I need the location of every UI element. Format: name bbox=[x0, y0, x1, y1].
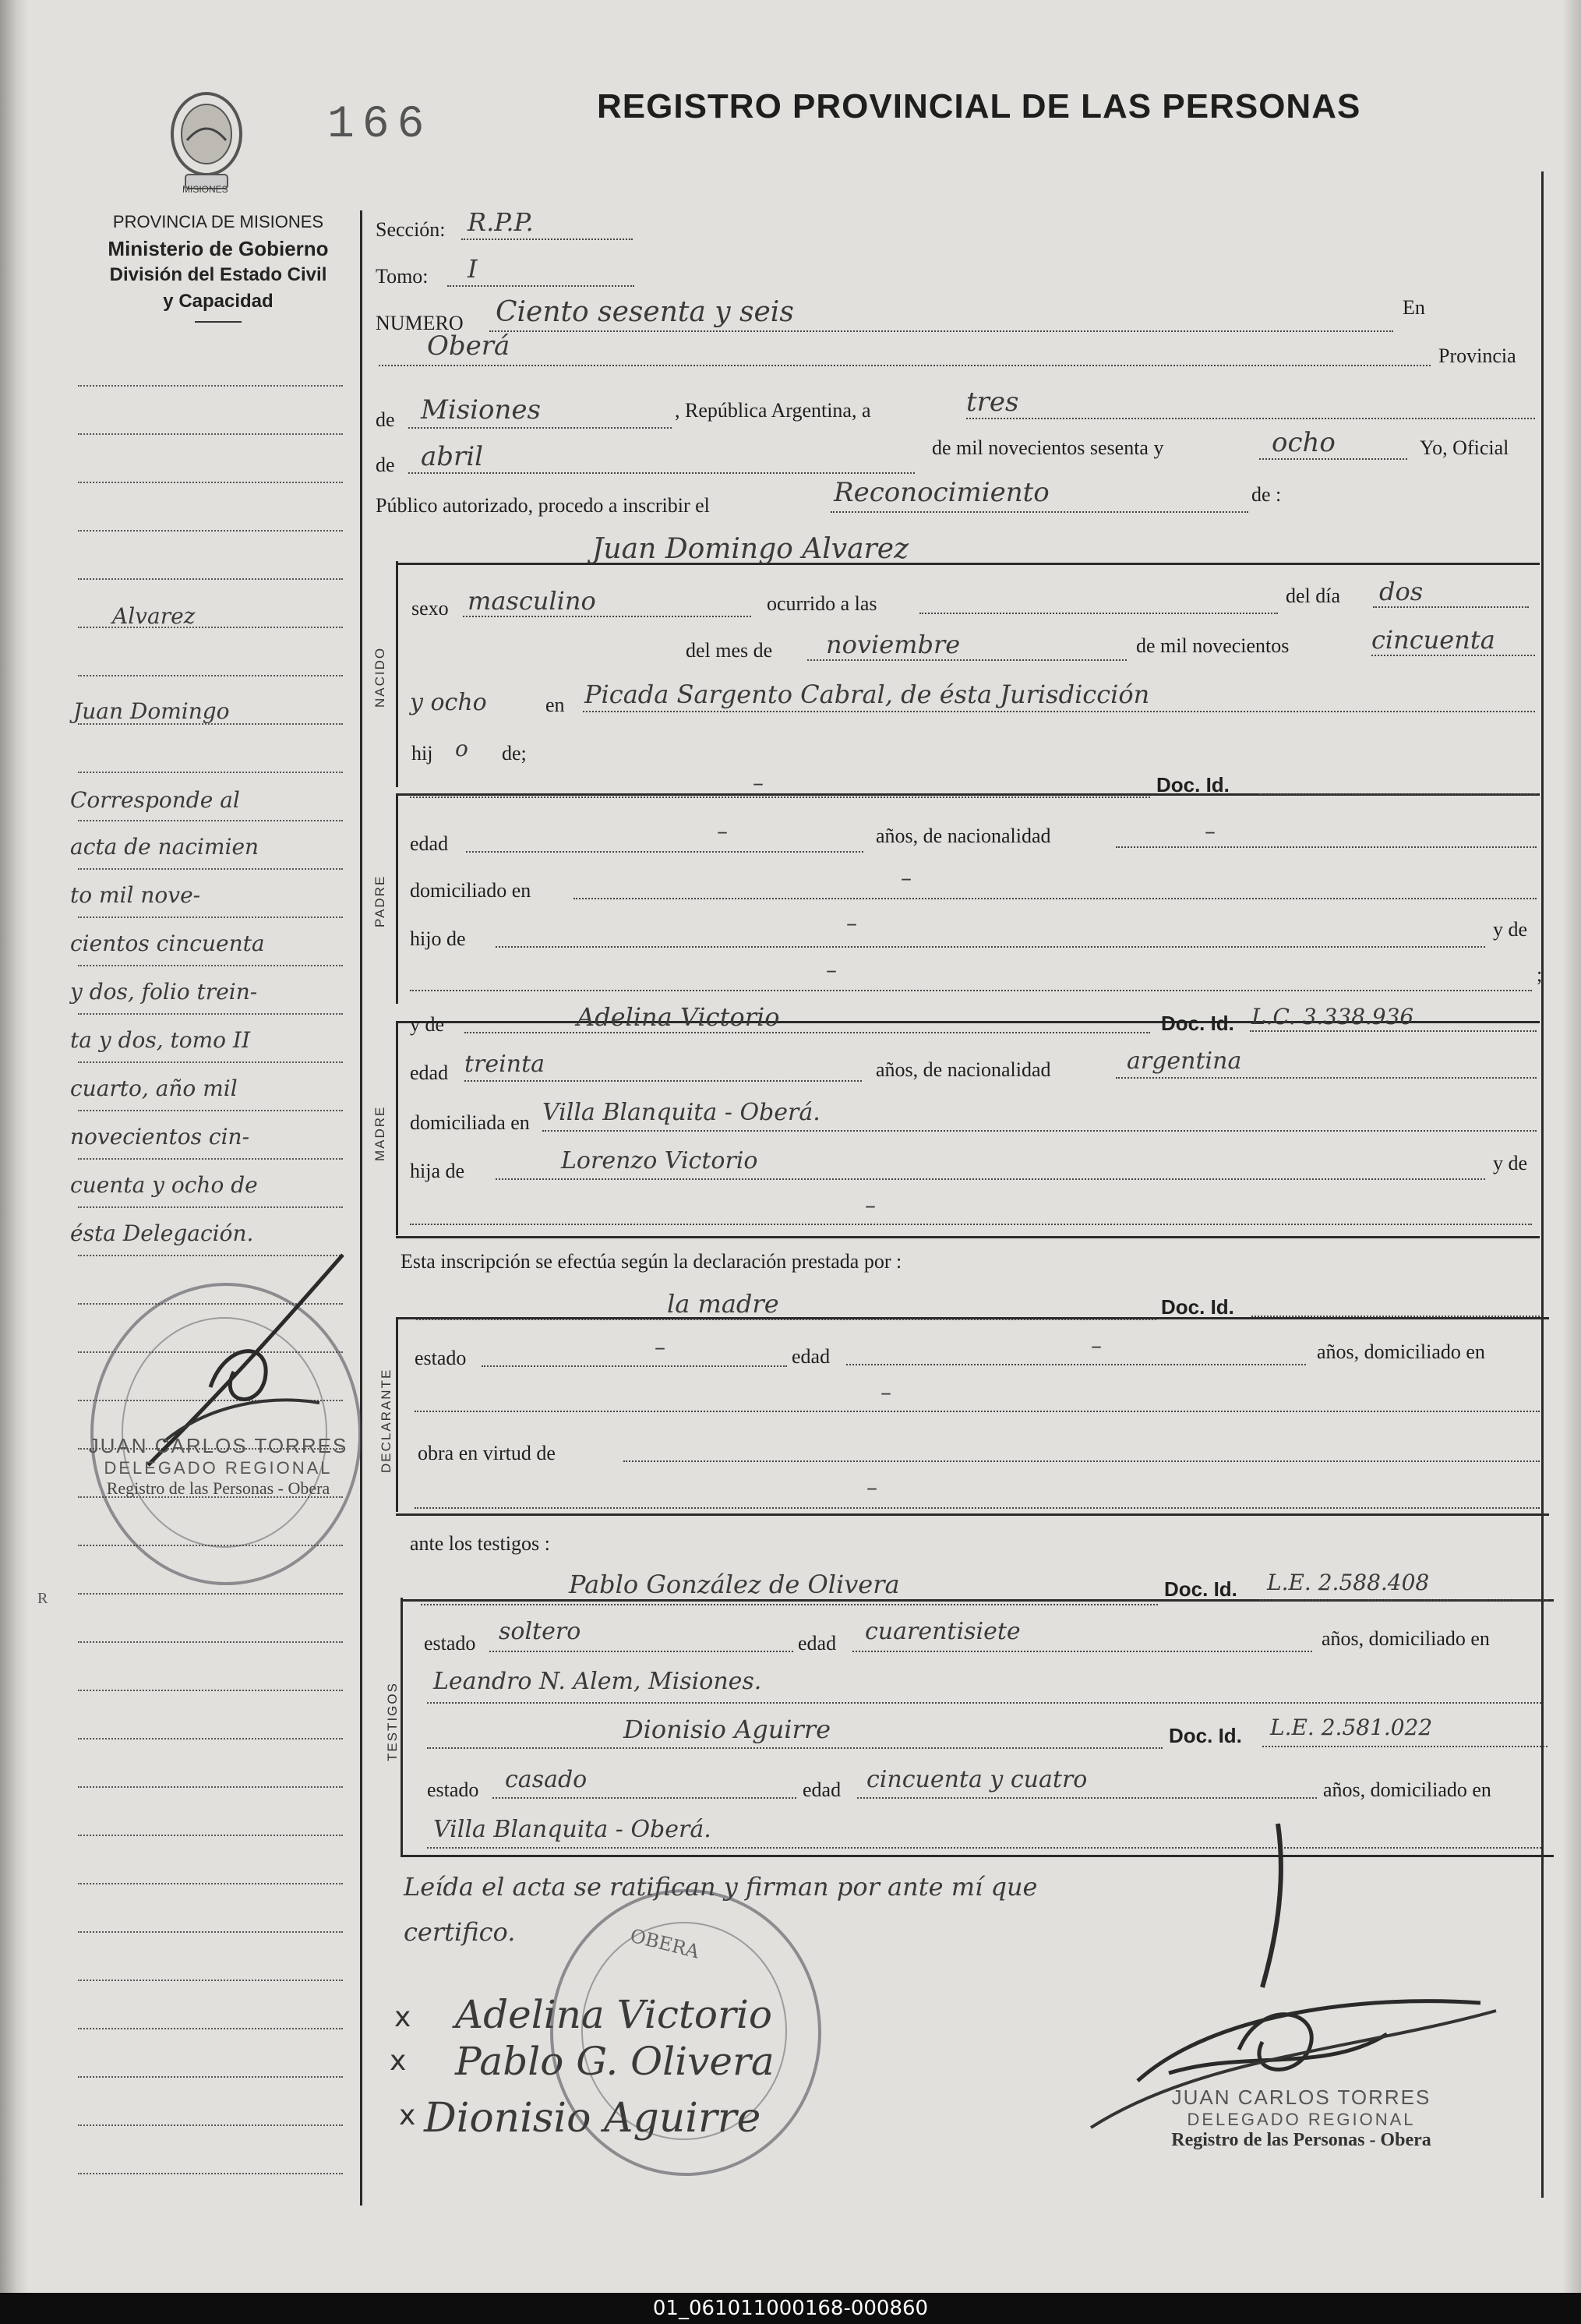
declarante-obra-line-2 bbox=[415, 1507, 1540, 1509]
mes-value: abril bbox=[421, 441, 484, 472]
margin-line-15 bbox=[78, 1061, 343, 1063]
nac-lugar-value: Picada Sargento Cabral, de ésta Jurisdicción bbox=[584, 680, 1150, 709]
sexo-label: sexo bbox=[411, 597, 449, 620]
margin-note-4-text: cientos cincuenta bbox=[70, 931, 265, 956]
margin-line-18 bbox=[78, 1206, 343, 1208]
padre-hijo-label: hijo de bbox=[410, 927, 466, 950]
madre-doc-value: L.C. 3.338.936 bbox=[1251, 1004, 1414, 1030]
provincia-label: Provincia bbox=[1438, 344, 1516, 367]
signature-testigo-2: Dionisio Aguirre bbox=[424, 2095, 761, 2142]
del-mes-label: del mes de bbox=[686, 639, 773, 662]
testigo1-doc-label: Doc. Id. bbox=[1164, 1577, 1237, 1601]
anio-line bbox=[1259, 458, 1407, 460]
declarante-bracket bbox=[396, 1317, 398, 1512]
padre-doc-label: Doc. Id. bbox=[1156, 773, 1230, 796]
margin-note-5 bbox=[70, 979, 257, 1005]
margin-note-4 bbox=[70, 931, 265, 956]
hijo-suffix: o bbox=[455, 736, 468, 761]
office-capacity: y Capacidad bbox=[163, 291, 273, 312]
en-label: En bbox=[1403, 296, 1425, 319]
padre-nacionalidad-dash: – bbox=[1205, 818, 1216, 844]
signature-testigo-1: Pablo G. Olivera bbox=[455, 2039, 775, 2084]
file-id-bar: 01_061011000168-000860 bbox=[0, 2293, 1581, 2324]
testigo1-edad-value: cuarentisiete bbox=[865, 1618, 1021, 1645]
official-right-name: JUAN CARLOS TORRES bbox=[1171, 2086, 1431, 2109]
margin-line-7 bbox=[78, 675, 343, 676]
testigo2-edad-value: cincuenta y cuatro bbox=[866, 1766, 1088, 1793]
padre-nombre-line bbox=[410, 796, 1150, 798]
declarante-obra-dash: – bbox=[866, 1475, 877, 1500]
padre-madre-dash: – bbox=[826, 957, 837, 983]
padre-nacionalidad-line bbox=[1116, 846, 1537, 848]
margin-line-6 bbox=[78, 627, 343, 628]
margin-line-38 bbox=[78, 2173, 343, 2174]
provincial-crest-icon bbox=[164, 86, 249, 195]
margin-line-3 bbox=[78, 482, 343, 483]
nac-anio-value-2: y ocho bbox=[410, 689, 487, 716]
madre-domicilio-line bbox=[542, 1130, 1537, 1132]
declarante-edad-line bbox=[846, 1364, 1306, 1365]
mes-line bbox=[408, 472, 915, 474]
testigo1-domicilio-line bbox=[427, 1702, 1541, 1704]
margin-apellido: Alvarez bbox=[112, 603, 196, 629]
testigo2-estado-line bbox=[492, 1797, 796, 1799]
acto-line bbox=[831, 511, 1248, 513]
margin-line-28 bbox=[78, 1690, 343, 1691]
testigo1-estado-value: soltero bbox=[499, 1618, 581, 1645]
nac-anio-value: cincuenta bbox=[1371, 625, 1495, 655]
sexo-line bbox=[463, 616, 751, 617]
madre-domicilio-label: domiciliada en bbox=[410, 1111, 530, 1134]
left-margin-letter: R bbox=[37, 1590, 48, 1607]
seal-bottom-text: OBERA bbox=[627, 1924, 702, 1963]
madre-edad-label: edad bbox=[410, 1061, 449, 1084]
section-padre: PADRE bbox=[372, 874, 387, 927]
madre-edad-line bbox=[464, 1080, 862, 1082]
testigos-ante-label: ante los testigos : bbox=[410, 1532, 550, 1555]
margin-line-29 bbox=[78, 1738, 343, 1739]
nac-mes-value: noviembre bbox=[826, 630, 961, 659]
testigo1-doc-line bbox=[1259, 1599, 1547, 1601]
declarante-obra-label: obra en virtud de bbox=[418, 1442, 556, 1464]
de-mil-label: de mil novecientos bbox=[1136, 634, 1290, 657]
declarante-domicilio-dash: – bbox=[880, 1379, 891, 1405]
section-madre: MADRE bbox=[372, 1105, 387, 1161]
madre-y-de-label: y de bbox=[410, 1013, 445, 1036]
madre-edad-value: treinta bbox=[464, 1051, 545, 1078]
margin-note-8 bbox=[70, 1124, 249, 1150]
madre-abuela-line bbox=[410, 1224, 1532, 1225]
margin-line-2 bbox=[78, 433, 343, 435]
nac-en-label: en bbox=[545, 694, 565, 716]
signature-x-3: x bbox=[399, 2100, 416, 2132]
madre-y-de2-label: y de bbox=[1493, 1152, 1528, 1174]
padre-edad-line bbox=[466, 851, 863, 853]
book-binding-edge bbox=[0, 0, 28, 2293]
margin-note-7-text: cuarto, año mil bbox=[70, 1075, 238, 1101]
margin-line-13 bbox=[78, 965, 343, 966]
lugar-value: Oberá bbox=[427, 330, 510, 362]
tomo-line bbox=[447, 285, 634, 287]
testigo1-doc-value: L.E. 2.588.408 bbox=[1267, 1570, 1430, 1595]
padre-nombre-dash: – bbox=[753, 770, 764, 796]
madre-nacionalidad-line bbox=[1116, 1077, 1537, 1079]
section-declarante: DECLARANTE bbox=[379, 1368, 393, 1473]
closing-line-1: Leída el acta se ratifican y firman por ante mí que bbox=[404, 1872, 1038, 1902]
hijo-label: hij bbox=[411, 742, 433, 765]
right-border-line bbox=[1541, 171, 1544, 2198]
testigo2-anios-label: años, domiciliado en bbox=[1323, 1778, 1491, 1801]
padre-edad-dash: – bbox=[717, 818, 728, 844]
hijo-de-label: de; bbox=[502, 742, 527, 765]
testigo2-edad-label: edad bbox=[803, 1778, 842, 1801]
declarante-estado-line bbox=[482, 1365, 787, 1367]
padre-hijo-dash: – bbox=[846, 910, 857, 936]
testigo2-nombre-line bbox=[427, 1747, 1163, 1749]
madre-nombre: Adelina Victorio bbox=[577, 1002, 780, 1032]
margin-note-1 bbox=[70, 787, 240, 813]
declarante-estado-dash: – bbox=[655, 1334, 665, 1360]
signature-madre: Adelina Victorio bbox=[455, 1992, 773, 2037]
testigo1-nombre-line bbox=[421, 1604, 1158, 1605]
padre-y-de-label: y de bbox=[1493, 918, 1528, 941]
madre-doc-line bbox=[1250, 1030, 1537, 1032]
margin-line-14 bbox=[78, 1013, 343, 1015]
margin-note-10 bbox=[70, 1220, 253, 1246]
nac-lugar-line bbox=[583, 711, 1535, 712]
padre-bracket bbox=[396, 793, 398, 1004]
official-left-block bbox=[55, 1434, 382, 1499]
official-right-office: Registro de las Personas - Obera bbox=[1171, 2130, 1431, 2150]
testigo2-nombre: Dionisio Aguirre bbox=[623, 1715, 831, 1744]
official-right-role: DELEGADO REGIONAL bbox=[1187, 2110, 1416, 2129]
ocurrido-label: ocurrido a las bbox=[767, 592, 877, 615]
de2-label: de bbox=[376, 454, 395, 476]
numero-label: NUMERO bbox=[376, 312, 464, 334]
padre-nacionalidad-label: años, de nacionalidad bbox=[876, 825, 1051, 847]
nac-mes-line bbox=[807, 659, 1127, 661]
margin-line-4 bbox=[78, 530, 343, 532]
page-title: REGISTRO PROVINCIAL DE LAS PERSONAS bbox=[597, 87, 1361, 125]
margin-line-1 bbox=[78, 385, 343, 387]
office-division: División del Estado Civil bbox=[109, 264, 327, 285]
page-number: 166 bbox=[327, 100, 432, 150]
madre-padre-value: Lorenzo Victorio bbox=[561, 1147, 758, 1174]
testigo1-domicilio-value: Leandro N. Alem, Misiones. bbox=[433, 1668, 762, 1695]
margin-line-12 bbox=[78, 917, 343, 918]
declarante-estado-label: estado bbox=[415, 1347, 467, 1369]
margin-line-5 bbox=[78, 578, 343, 580]
margin-line-9 bbox=[78, 772, 343, 773]
margin-line-33 bbox=[78, 1931, 343, 1933]
signature-x-1: x bbox=[394, 2001, 411, 2033]
margin-line-30 bbox=[78, 1786, 343, 1788]
padre-semicolon: ; bbox=[1537, 963, 1543, 986]
margin-line-16 bbox=[78, 1110, 343, 1111]
testigos-bracket bbox=[401, 1598, 403, 1855]
del-dia-label: del día bbox=[1286, 585, 1341, 607]
dia-line bbox=[966, 418, 1535, 419]
provincia-line bbox=[408, 427, 672, 429]
testigo1-estado-line bbox=[489, 1651, 793, 1652]
padre-domicilio-line bbox=[573, 898, 1537, 899]
testigo2-doc-line bbox=[1262, 1746, 1547, 1747]
margin-note-2 bbox=[70, 834, 259, 860]
margin-line-35 bbox=[78, 2028, 343, 2029]
hora-line bbox=[919, 613, 1278, 614]
seccion-value: R.P.P. bbox=[468, 207, 534, 237]
declarante-doc-line bbox=[1251, 1316, 1540, 1317]
seccion-label: Sección: bbox=[376, 218, 446, 241]
testigo2-estado-label: estado bbox=[427, 1778, 479, 1801]
madre-bottom-rule bbox=[396, 1236, 1540, 1238]
madre-nombre-line bbox=[464, 1032, 1150, 1033]
testigo2-edad-line bbox=[857, 1797, 1317, 1799]
anio-value: ocho bbox=[1272, 427, 1336, 458]
declaracion-label: Esta inscripción se efectúa según la declaración prestada por : bbox=[401, 1250, 902, 1273]
margin-line-8 bbox=[78, 723, 343, 725]
official-left-name: JUAN CARLOS TORRES bbox=[88, 1434, 348, 1457]
margin-note-6-text: ta y dos, tomo II bbox=[70, 1027, 251, 1053]
yo-oficial-label: Yo, Oficial bbox=[1420, 436, 1509, 459]
declarante-anios-label: años, domiciliado en bbox=[1317, 1340, 1485, 1363]
official-left-office: Registro de las Personas - Obera bbox=[106, 1478, 330, 1498]
page-right-edge bbox=[1562, 0, 1581, 2293]
official-right-block bbox=[1138, 2086, 1465, 2151]
testigo1-nombre: Pablo González de Olivera bbox=[569, 1570, 900, 1599]
nacido-bracket bbox=[396, 561, 398, 787]
provincia-value: Misiones bbox=[421, 394, 541, 426]
margin-note-9 bbox=[70, 1172, 258, 1198]
office-rule bbox=[195, 321, 242, 323]
testigo1-anios-label: años, domiciliado en bbox=[1322, 1627, 1490, 1650]
madre-doc-label: Doc. Id. bbox=[1161, 1012, 1234, 1035]
margin-line-36 bbox=[78, 2076, 343, 2078]
margin-nombres: Juan Domingo bbox=[73, 698, 230, 724]
margin-note-2-text: acta de nacimien bbox=[70, 834, 259, 860]
nac-anio-line bbox=[1371, 655, 1535, 656]
official-left-role: DELEGADO REGIONAL bbox=[104, 1458, 333, 1478]
testigo2-doc-label: Doc. Id. bbox=[1169, 1724, 1242, 1747]
padre-madre-line bbox=[410, 990, 1532, 991]
republica-label: , República Argentina, a bbox=[675, 399, 871, 422]
section-nacido: NACIDO bbox=[372, 646, 387, 708]
testigo1-edad-line bbox=[852, 1651, 1312, 1652]
declarante-nombre-line bbox=[416, 1319, 1156, 1320]
numero-line bbox=[489, 330, 1393, 332]
madre-abuela-dash: – bbox=[865, 1192, 876, 1218]
margin-note-8-text: novecientos cin- bbox=[70, 1124, 250, 1150]
de3-label: de : bbox=[1251, 483, 1282, 506]
margin-line-37 bbox=[78, 2124, 343, 2126]
office-ministry: Ministerio de Gobierno bbox=[108, 237, 329, 260]
margin-note-6 bbox=[70, 1027, 250, 1053]
testigo1-estado-label: estado bbox=[424, 1632, 476, 1655]
anio-label: de mil novecientos sesenta y bbox=[932, 436, 1164, 459]
declarante-bottom-rule bbox=[396, 1513, 1549, 1516]
publico-label: Público autorizado, procedo a inscribir el bbox=[376, 494, 710, 517]
office-heading bbox=[62, 209, 374, 323]
margin-note-3 bbox=[70, 882, 200, 908]
margin-note-1-text: Corresponde al bbox=[70, 787, 240, 813]
nacido-nombre: Juan Domingo Alvarez bbox=[592, 533, 909, 565]
sexo-value: masculino bbox=[468, 586, 596, 616]
de-label: de bbox=[376, 408, 395, 431]
margin-line-10 bbox=[78, 820, 343, 821]
margin-note-3-text: to mil nove- bbox=[70, 882, 201, 908]
madre-hija-line bbox=[496, 1178, 1485, 1180]
office-province: PROVINCIA DE MISIONES bbox=[112, 212, 324, 231]
margin-line-11 bbox=[78, 868, 343, 870]
closing-line-2: certifico. bbox=[404, 1917, 516, 1947]
testigo1-edad-label: edad bbox=[798, 1632, 837, 1655]
madre-nacionalidad-value: argentina bbox=[1127, 1047, 1242, 1075]
crest-label: MISIONES bbox=[182, 184, 228, 195]
nacido-top-rule bbox=[396, 563, 1540, 565]
madre-nacionalidad-label: años, de nacionalidad bbox=[876, 1058, 1051, 1081]
margin-note-5-text: y dos, folio trein- bbox=[70, 979, 258, 1005]
padre-doc-line bbox=[1259, 793, 1537, 795]
acto-value: Reconocimiento bbox=[834, 477, 1050, 508]
madre-hija-label: hija de bbox=[410, 1160, 465, 1182]
main-column-divider bbox=[360, 210, 362, 2206]
dia-value: tres bbox=[966, 387, 1019, 418]
padre-hijo-line bbox=[496, 946, 1485, 948]
lugar-line bbox=[379, 365, 1431, 366]
margin-line-27 bbox=[78, 1641, 343, 1643]
margin-line-34 bbox=[78, 1980, 343, 1981]
testigo2-estado-value: casado bbox=[505, 1766, 588, 1793]
testigo2-doc-value: L.E. 2.581.022 bbox=[1270, 1715, 1433, 1740]
declarante-edad-dash: – bbox=[1091, 1333, 1102, 1358]
declarante-obra-line bbox=[623, 1460, 1540, 1462]
margin-line-31 bbox=[78, 1835, 343, 1836]
padre-edad-label: edad bbox=[410, 832, 449, 855]
nac-dia-value: dos bbox=[1379, 577, 1424, 606]
declarante-doc-label: Doc. Id. bbox=[1161, 1295, 1234, 1319]
madre-domicilio-value: Villa Blanquita - Oberá. bbox=[542, 1099, 820, 1126]
margin-line-26 bbox=[78, 1593, 343, 1595]
numero-value: Ciento sesenta y seis bbox=[496, 296, 794, 328]
section-testigos: TESTIGOS bbox=[385, 1682, 400, 1761]
margin-line-32 bbox=[78, 1883, 343, 1884]
declarante-domicilio-line bbox=[415, 1411, 1540, 1412]
margin-note-9-text: cuenta y ocho de bbox=[70, 1172, 258, 1198]
seccion-line bbox=[461, 238, 633, 240]
margin-line-17 bbox=[78, 1158, 343, 1160]
padre-domicilio-dash: – bbox=[901, 865, 912, 891]
declarante-nombre: la madre bbox=[667, 1289, 779, 1319]
madre-bracket bbox=[396, 1021, 398, 1235]
nac-dia-line bbox=[1373, 606, 1529, 608]
padre-domicilio-label: domiciliado en bbox=[410, 879, 531, 902]
tomo-label: Tomo: bbox=[376, 265, 429, 288]
tomo-value: I bbox=[468, 254, 478, 284]
margin-note-10-text: ésta Delegación. bbox=[70, 1220, 254, 1246]
margin-note-7 bbox=[70, 1075, 238, 1101]
declarante-edad-label: edad bbox=[792, 1345, 831, 1368]
testigo2-domicilio-value: Villa Blanquita - Oberá. bbox=[433, 1816, 711, 1843]
signature-x-2: x bbox=[390, 2045, 407, 2077]
